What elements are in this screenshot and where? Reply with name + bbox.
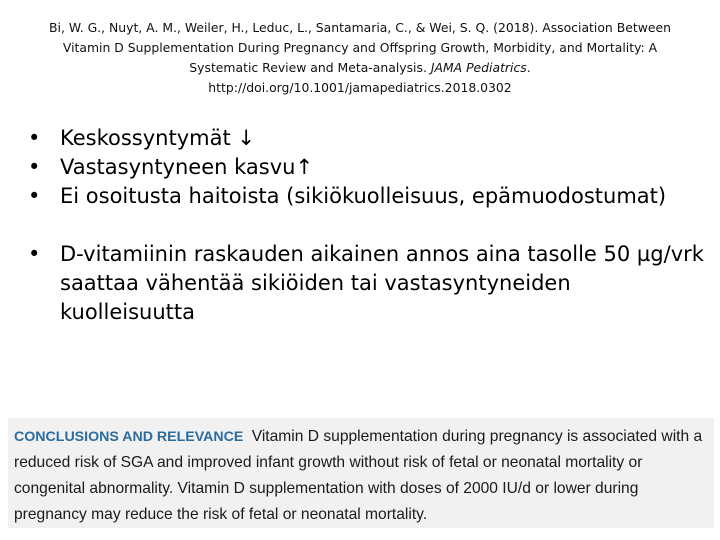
bullet-item-no-harms: • Ei osoitusta haitoista (sikiökuolleisuus, epämuodostumat)	[26, 182, 706, 211]
citation-period: .	[526, 60, 531, 75]
bullet-item-dose-mortality: • D-vitamiinin raskauden aikainen annos aina tasolle 50 µg/vrk saattaa vähentää sikiöiden tai vastasyntyneiden kuolleisuutta	[26, 240, 706, 327]
citation-journal: JAMA Pediatrics	[430, 60, 527, 75]
bullet-item-preterm-births: • Keskossyntymät ↓	[26, 124, 706, 153]
conclusion-text: Vitamin D supplementation during pregnancy is associated with a reduced risk of SGA and improved infant growth without risk of fetal or neonatal mortality or congenital abnormality. Vitamin D supplementation with doses of 2000 IU/d or lower during pregnancy may reduce the risk of fetal or neonatal mortality.	[14, 428, 703, 523]
conclusion-box	[8, 418, 714, 528]
conclusion-paragraph	[8, 418, 714, 528]
bullet-item-newborn-growth: • Vastasyntyneen kasvu↑	[26, 153, 706, 182]
citation-authors-title: Bi, W. G., Nuyt, A. M., Weiler, H., Leduc, L., Santamaria, C., & Wei, S. Q. (2018). Association Between Vitamin D Supplementation During Pregnancy and Offspring Growth, Morbidity, and Mortality: A Systematic Review and Meta-analysis.	[49, 20, 671, 75]
bullet-list	[26, 124, 706, 327]
citation-doi: http://doi.org/10.1001/jamapediatrics.2018.0302	[208, 80, 512, 95]
conclusion-heading: CONCLUSIONS AND RELEVANCE	[14, 429, 244, 445]
citation-reference	[30, 18, 690, 98]
